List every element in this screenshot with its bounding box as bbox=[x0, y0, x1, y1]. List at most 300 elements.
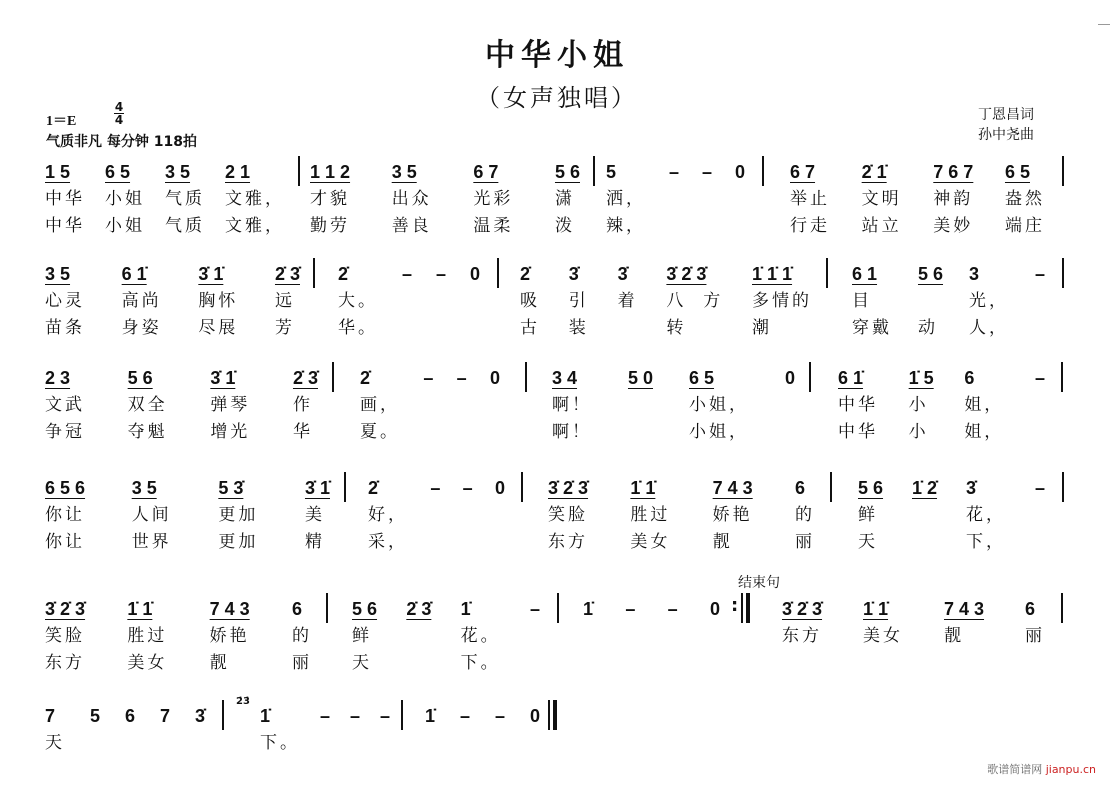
notes: – bbox=[435, 264, 446, 284]
notes: 3 5 bbox=[131, 478, 157, 498]
measure bbox=[852, 262, 1045, 362]
notes: – bbox=[459, 706, 470, 726]
note-group bbox=[1035, 366, 1045, 466]
barline bbox=[497, 258, 499, 288]
lyric-verse-1: 八 方 bbox=[666, 291, 724, 311]
lyric-verse-1: 的 bbox=[291, 626, 312, 646]
lyricist-credit: 丁恩昌词 bbox=[978, 107, 1034, 123]
notes: 3̇ 2̇ 3̇ bbox=[666, 264, 707, 284]
lyric-verse-2: 夏。 bbox=[360, 422, 400, 442]
lyric-verse-1: 笑脸 bbox=[548, 505, 588, 525]
note-group bbox=[495, 476, 505, 576]
notes: 5 0 bbox=[627, 368, 654, 388]
measure bbox=[368, 476, 505, 576]
time-signature-top: 4 bbox=[114, 100, 124, 114]
lyric-verse-1: 文武 bbox=[45, 395, 85, 415]
lyric-verse-2: 尽展 bbox=[198, 318, 239, 338]
note-group bbox=[838, 366, 878, 466]
note-group bbox=[964, 366, 1004, 466]
lyric-verse-1: 弹琴 bbox=[210, 395, 251, 415]
notes: 1̇ bbox=[425, 706, 436, 726]
note-group bbox=[293, 366, 318, 466]
note-group bbox=[666, 262, 723, 362]
note-group bbox=[473, 160, 513, 260]
notes: 3̇ 1̇ bbox=[198, 264, 224, 284]
note-group bbox=[275, 262, 300, 362]
lyric-verse-1: 靓 bbox=[943, 626, 964, 646]
grace-note: 2̇3̇ bbox=[236, 696, 250, 707]
barline bbox=[332, 362, 334, 392]
tempo-marking: 气质非凡 每分钟 118拍 bbox=[46, 134, 197, 150]
note-group bbox=[790, 160, 830, 260]
note-group bbox=[122, 262, 162, 362]
notes: 0 bbox=[494, 478, 505, 498]
notes: 6 5 bbox=[105, 162, 131, 182]
lyric-verse-2: 天 bbox=[352, 653, 372, 673]
notes: 1̇ bbox=[260, 706, 271, 726]
note-group bbox=[463, 476, 473, 576]
notes: 3̇ 2̇ 3̇ bbox=[45, 599, 86, 619]
lyric-verse-2: 苗条 bbox=[45, 318, 85, 338]
notes: 6 bbox=[794, 478, 805, 498]
lyric-verse-1: 双全 bbox=[127, 395, 168, 415]
lyric-verse-1: 神韵 bbox=[933, 189, 974, 209]
note-group bbox=[490, 366, 500, 466]
note-group bbox=[132, 476, 172, 576]
note-group bbox=[380, 704, 390, 791]
song-title: 中华小姐 bbox=[485, 38, 629, 73]
note-group bbox=[105, 160, 145, 260]
note-group bbox=[338, 262, 378, 362]
lyric-verse-2: 中华 bbox=[45, 216, 85, 236]
note-group bbox=[969, 262, 1009, 362]
lyric-verse-1: 出众 bbox=[391, 189, 432, 209]
note-group bbox=[569, 262, 589, 362]
notes: – bbox=[625, 599, 636, 619]
notes: 3 bbox=[969, 264, 980, 284]
note-group bbox=[461, 597, 501, 697]
note-group bbox=[583, 597, 593, 697]
note-group bbox=[912, 476, 937, 576]
notes: – bbox=[379, 706, 390, 726]
notes: 5 bbox=[606, 162, 617, 182]
barline bbox=[521, 472, 523, 502]
notes: – bbox=[401, 264, 412, 284]
lyric-verse-1: 吸 bbox=[520, 291, 540, 311]
notes: 3̇ bbox=[617, 264, 628, 284]
notes: 7 bbox=[159, 706, 170, 726]
notes: 7 4 3 bbox=[209, 599, 250, 619]
notes: 3 5 bbox=[165, 162, 191, 182]
notes: 1̇ bbox=[583, 599, 594, 619]
barline bbox=[298, 156, 300, 186]
lyric-verse-2: 华。 bbox=[338, 318, 378, 338]
note-group bbox=[735, 160, 745, 260]
lyric-verse-2: 勤劳 bbox=[310, 216, 350, 236]
note-group bbox=[368, 476, 408, 576]
note-group bbox=[1035, 262, 1045, 362]
note-group bbox=[430, 476, 440, 576]
lyric-verse-1: 胜过 bbox=[127, 626, 168, 646]
note-group bbox=[858, 476, 883, 576]
lyric-verse-1: 大。 bbox=[338, 291, 378, 311]
lyric-verse-2: 美女 bbox=[127, 653, 168, 673]
lyric-verse-1: 鲜 bbox=[352, 626, 372, 646]
barline bbox=[826, 258, 828, 288]
lyric-verse-1: 东方 bbox=[782, 626, 822, 646]
notes: 0 bbox=[529, 706, 540, 726]
notes: 1̇ 1̇ 1̇ bbox=[752, 264, 793, 284]
note-group bbox=[425, 704, 435, 791]
note-group bbox=[45, 597, 85, 697]
notes: 5 6 bbox=[127, 368, 153, 388]
lyric-verse-1: 美 bbox=[304, 505, 325, 525]
measure bbox=[360, 366, 500, 466]
notes: 5 bbox=[89, 706, 100, 726]
lyric-verse-2: 温柔 bbox=[473, 216, 514, 236]
lyric-verse-2: 古 bbox=[520, 318, 540, 338]
notes: 3 5 bbox=[391, 162, 417, 182]
notes: 3̇ 2̇ 3̇ bbox=[548, 478, 589, 498]
notes: 1̇ 2̇ bbox=[912, 478, 938, 498]
measure bbox=[45, 366, 318, 466]
lyric-verse-1: 多情的 bbox=[752, 291, 812, 311]
lyric-verse-2: 丽 bbox=[794, 532, 815, 552]
barline bbox=[326, 593, 328, 623]
barline bbox=[1061, 362, 1063, 392]
barline bbox=[401, 700, 403, 730]
lyric-verse-1: 鲜 bbox=[858, 505, 878, 525]
measure bbox=[45, 262, 300, 362]
note-group bbox=[689, 366, 749, 466]
notes: 6 1̇ bbox=[121, 264, 147, 284]
lyric-verse-1: 你让 bbox=[45, 505, 85, 525]
lyric-verse-2: 姐， bbox=[964, 422, 1005, 442]
lyric-verse-1: 娇艳 bbox=[209, 626, 250, 646]
lyric-verse-1: 花。 bbox=[460, 626, 501, 646]
notes: 6 7 bbox=[790, 162, 816, 182]
notes: 1̇ 5 bbox=[908, 368, 934, 388]
note-group bbox=[918, 262, 943, 362]
notes: 6 5 bbox=[1004, 162, 1030, 182]
lyric-verse-1: 娇艳 bbox=[712, 505, 753, 525]
lyric-verse-2: 东方 bbox=[548, 532, 588, 552]
note-group bbox=[933, 160, 973, 260]
note-group bbox=[530, 597, 540, 697]
notes: 2̇ bbox=[368, 478, 379, 498]
notes: 7 4 3 bbox=[943, 599, 985, 619]
note-group bbox=[310, 160, 350, 260]
lyric-verse-1: 更加 bbox=[218, 505, 259, 525]
notes: – bbox=[529, 599, 540, 619]
lyric-verse-2: 夺魁 bbox=[127, 422, 168, 442]
lyric-verse-2: 美女 bbox=[630, 532, 671, 552]
lyric-verse-2: 穿戴 bbox=[852, 318, 892, 338]
lyric-verse-2: 站立 bbox=[861, 216, 902, 236]
note-group bbox=[520, 262, 540, 362]
notes: 3̇ bbox=[966, 478, 977, 498]
notes: 6 bbox=[964, 368, 975, 388]
lyric-verse-1: 高尚 bbox=[121, 291, 162, 311]
lyric-verse-1: 啊！ bbox=[552, 395, 592, 415]
notes: 2̇ 3̇ bbox=[274, 264, 300, 284]
note-group bbox=[495, 704, 505, 791]
notes: 6 5 bbox=[689, 368, 715, 388]
note-group bbox=[225, 160, 285, 260]
lyric-verse-1: 胜过 bbox=[630, 505, 671, 525]
note-group bbox=[713, 476, 753, 576]
barline bbox=[222, 700, 224, 730]
note-group bbox=[423, 366, 433, 466]
note-group bbox=[457, 366, 467, 466]
note-group bbox=[782, 597, 822, 697]
barline bbox=[1062, 156, 1064, 186]
notes: – bbox=[1034, 368, 1045, 388]
page-corner-mark bbox=[1098, 24, 1110, 25]
lyric-verse-1: 笑脸 bbox=[45, 626, 85, 646]
notes: – bbox=[701, 162, 712, 182]
lyric-verse-1: 心灵 bbox=[45, 291, 85, 311]
note-group bbox=[966, 476, 1006, 576]
lyric-verse-2: 辣， bbox=[606, 216, 646, 236]
notes: 5 6 bbox=[554, 162, 580, 182]
lyric-verse-2: 气质 bbox=[165, 216, 205, 236]
lyric-verse-2: 东方 bbox=[45, 653, 85, 673]
notes: 6 5 6 bbox=[45, 478, 86, 498]
notes: 2 3 bbox=[45, 368, 71, 388]
notes: 3̇ 2̇ 3̇ bbox=[782, 599, 823, 619]
measure bbox=[260, 704, 390, 791]
lyric-verse-1: 气质 bbox=[165, 189, 205, 209]
note-group bbox=[863, 597, 903, 697]
note-group bbox=[909, 366, 934, 466]
measure bbox=[838, 366, 1045, 466]
note-group bbox=[305, 476, 330, 576]
notes: 3̇ 1̇ bbox=[304, 478, 330, 498]
notes: 1̇ bbox=[460, 599, 471, 619]
notes: 6 bbox=[124, 706, 135, 726]
note-group bbox=[530, 704, 540, 791]
note-group bbox=[470, 262, 480, 362]
note-group bbox=[1025, 597, 1045, 697]
notes: 2̇ bbox=[338, 264, 349, 284]
lyric-verse-1: 小姐 bbox=[105, 189, 145, 209]
notes: 5 3̇ bbox=[218, 478, 244, 498]
measure bbox=[352, 597, 540, 697]
barline bbox=[762, 156, 764, 186]
barline bbox=[344, 472, 346, 502]
lyric-verse-2: 靓 bbox=[712, 532, 733, 552]
notes: 2̇ 3̇ bbox=[406, 599, 432, 619]
lyric-verse-2: 芳 bbox=[274, 318, 295, 338]
note-group bbox=[862, 160, 902, 260]
note-group bbox=[618, 262, 638, 362]
lyric-verse-2: 小姐 bbox=[105, 216, 145, 236]
lyric-verse-1: 文雅， bbox=[225, 189, 285, 209]
lyric-verse-2: 华 bbox=[292, 422, 313, 442]
note-group bbox=[198, 262, 238, 362]
measure bbox=[520, 262, 812, 362]
notes: 7 bbox=[45, 706, 56, 726]
note-group bbox=[460, 704, 470, 791]
note-group bbox=[402, 262, 412, 362]
notes: 3̇ 1̇ bbox=[210, 368, 236, 388]
note-group bbox=[552, 366, 592, 466]
notes: 1 5 bbox=[45, 162, 71, 182]
lyric-verse-1: 盎然 bbox=[1004, 189, 1045, 209]
lyric-verse-1: 远 bbox=[274, 291, 295, 311]
measure bbox=[583, 597, 720, 697]
note-group bbox=[160, 704, 170, 791]
notes: – bbox=[456, 368, 467, 388]
lyric-verse-2: 端庄 bbox=[1004, 216, 1045, 236]
notes: – bbox=[667, 599, 678, 619]
lyric-verse-2: 小姐， bbox=[689, 422, 749, 442]
notes: 2̇ 1̇ bbox=[861, 162, 887, 182]
measure bbox=[858, 476, 1045, 576]
lyric-verse-2: 美妙 bbox=[933, 216, 974, 236]
lyric-verse-1: 天 bbox=[45, 733, 65, 753]
notes: 2̇ bbox=[360, 368, 371, 388]
note-group bbox=[218, 476, 258, 576]
lyric-verse-1: 好， bbox=[368, 505, 408, 525]
measure bbox=[552, 366, 795, 466]
notes: – bbox=[319, 706, 330, 726]
lyric-verse-1: 丽 bbox=[1025, 626, 1045, 646]
notes: 5 6 bbox=[352, 599, 378, 619]
measure bbox=[548, 476, 815, 576]
note-group bbox=[702, 160, 712, 260]
barline bbox=[525, 362, 527, 392]
key-signature: 1＝E bbox=[46, 114, 77, 129]
note-group bbox=[548, 476, 588, 576]
lyric-verse-2: 天 bbox=[858, 532, 878, 552]
notes: 7 6 7 bbox=[933, 162, 974, 182]
lyric-verse-2: 身姿 bbox=[121, 318, 162, 338]
note-group bbox=[436, 262, 446, 362]
lyric-verse-2: 文雅， bbox=[225, 216, 285, 236]
notes: 6 bbox=[291, 599, 302, 619]
lyric-verse-1: 姐， bbox=[964, 395, 1005, 415]
note-group bbox=[1005, 160, 1045, 260]
notes: 6 1̇ bbox=[838, 368, 864, 388]
measure bbox=[782, 597, 1045, 697]
note-group bbox=[555, 160, 580, 260]
measure bbox=[425, 704, 540, 791]
measure bbox=[606, 160, 745, 260]
note-group bbox=[669, 160, 679, 260]
lyric-verse-1: 光彩 bbox=[473, 189, 514, 209]
note-group bbox=[785, 366, 795, 466]
barline bbox=[1062, 472, 1064, 502]
note-group bbox=[392, 160, 432, 260]
barline bbox=[313, 258, 315, 288]
notes: 1̇ 1̇ bbox=[630, 478, 656, 498]
lyric-verse-1: 潇 bbox=[554, 189, 575, 209]
lyric-verse-2: 装 bbox=[568, 318, 589, 338]
note-group bbox=[292, 597, 312, 697]
notes: – bbox=[668, 162, 679, 182]
note-group bbox=[195, 704, 205, 791]
note-group bbox=[45, 366, 85, 466]
notes: 3 5 bbox=[45, 264, 71, 284]
notes: – bbox=[1034, 478, 1045, 498]
notes: 1 1 2 bbox=[310, 162, 351, 182]
note-group bbox=[606, 160, 646, 260]
lyric-verse-2: 争冠 bbox=[45, 422, 85, 442]
lyric-verse-2: 转 bbox=[666, 318, 687, 338]
note-group bbox=[125, 704, 135, 791]
lyric-verse-2: 你让 bbox=[45, 532, 85, 552]
lyric-verse-1: 花， bbox=[966, 505, 1006, 525]
note-group bbox=[360, 366, 400, 466]
lyric-verse-1: 才貌 bbox=[310, 189, 350, 209]
note-group bbox=[625, 597, 635, 697]
notes: 7 4 3 bbox=[712, 478, 753, 498]
note-group bbox=[45, 704, 65, 791]
ending-label: 结束句 bbox=[738, 575, 780, 591]
lyric-verse-2: 中华 bbox=[838, 422, 878, 442]
measure bbox=[45, 160, 285, 260]
lyric-verse-1: 美女 bbox=[863, 626, 904, 646]
lyric-verse-1: 小 bbox=[908, 395, 929, 415]
notes: 1̇ 1̇ bbox=[863, 599, 889, 619]
measure bbox=[45, 597, 312, 697]
lyric-verse-2: 增光 bbox=[210, 422, 251, 442]
lyric-verse-1: 目 bbox=[852, 291, 872, 311]
lyric-verse-1: 中华 bbox=[838, 395, 878, 415]
notes: 1̇ 1̇ bbox=[127, 599, 153, 619]
lyric-verse-2: 潮 bbox=[752, 318, 772, 338]
note-group bbox=[406, 597, 431, 697]
note-group bbox=[320, 704, 330, 791]
lyric-verse-1: 的 bbox=[794, 505, 815, 525]
lyric-verse-2: 泼 bbox=[554, 216, 575, 236]
notes: 2̇ 3̇ bbox=[292, 368, 318, 388]
lyric-verse-1: 洒， bbox=[606, 189, 646, 209]
note-group bbox=[210, 366, 250, 466]
note-group bbox=[352, 597, 377, 697]
notes: 5 6 bbox=[917, 264, 944, 284]
note-group bbox=[628, 366, 653, 466]
barline bbox=[809, 362, 811, 392]
lyric-verse-1: 小姐， bbox=[689, 395, 749, 415]
repeat-barline bbox=[741, 593, 750, 623]
note-group bbox=[45, 262, 85, 362]
barline bbox=[593, 156, 595, 186]
note-group bbox=[127, 597, 167, 697]
composer-credit: 孙中尧曲 bbox=[978, 127, 1034, 143]
note-group bbox=[795, 476, 815, 576]
lyric-verse-1: 下。 bbox=[260, 733, 300, 753]
notes: 6 bbox=[1025, 599, 1036, 619]
notes: 6 7 bbox=[473, 162, 499, 182]
lyric-verse-2: 世界 bbox=[131, 532, 172, 552]
notes: 3 4 bbox=[552, 368, 578, 388]
notes: – bbox=[1034, 264, 1045, 284]
watermark-url: jianpu.cn bbox=[1045, 763, 1096, 776]
final-barline bbox=[548, 700, 557, 730]
measure bbox=[45, 704, 205, 791]
notes: 2̇ bbox=[520, 264, 531, 284]
lyric-verse-2: 精 bbox=[304, 532, 325, 552]
notes: – bbox=[423, 368, 434, 388]
notes: – bbox=[494, 706, 505, 726]
notes: 6 1 bbox=[852, 264, 878, 284]
notes: 0 bbox=[784, 368, 795, 388]
note-group bbox=[210, 597, 250, 697]
lyric-verse-1: 作 bbox=[292, 395, 313, 415]
